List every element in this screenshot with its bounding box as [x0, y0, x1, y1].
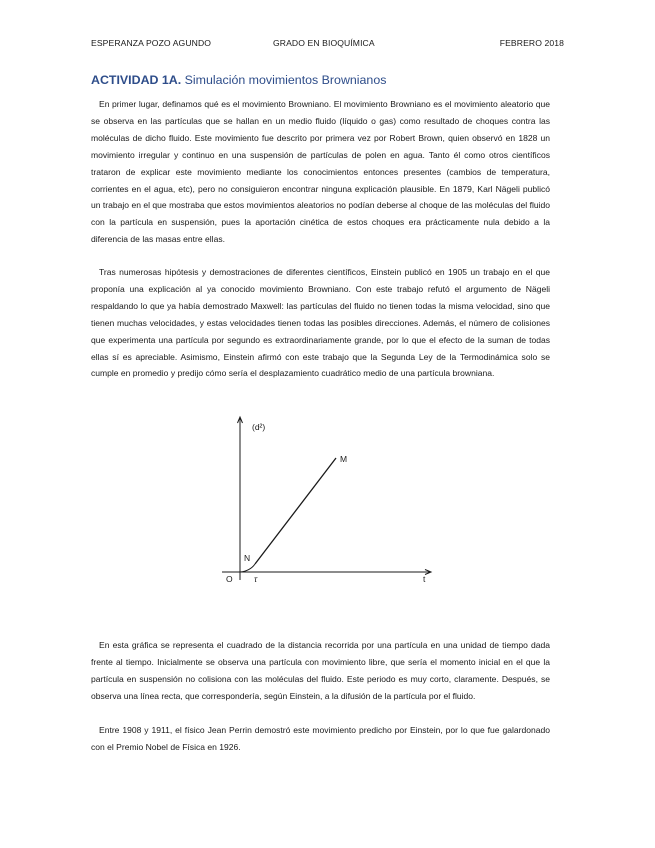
- graph-svg: [218, 412, 443, 602]
- origin-label: O: [226, 574, 233, 584]
- header-degree: GRADO EN BIOQUÍMICA: [273, 38, 375, 48]
- header-date: FEBRERO 2018: [499, 38, 564, 48]
- activity-number: ACTIVIDAD 1A.: [91, 73, 182, 87]
- paragraph-perrin: Entre 1908 y 1911, el físico Jean Perrin demostró este movimiento predicho por Einstein, por lo que fue galardonado con el Premio Nobel de Física en 1926.: [91, 725, 550, 752]
- activity-subject: Simulación movimientos Brownianos: [181, 73, 387, 87]
- displacement-graph: [218, 412, 443, 602]
- y-axis-label: (d²): [252, 422, 266, 432]
- free-motion-curve: [240, 564, 255, 572]
- page-header: [91, 38, 564, 50]
- paragraph-graph-explanation: En esta gráfica se representa el cuadrado de la distancia recorrida por una partícula en una unidad de tiempo dada frente al tiempo. Inicialmente se observa una partícula con movimiento libre, que sería el momento inicial en el que la partícula en suspensión no colisiona con las moléculas del fluido. Este periodo es muy corto, claramente. Después, se observa una línea recta, que correspondería, según Einstein, a la difusión de la partícula por el fluido.: [91, 640, 550, 701]
- tau-tick-label: τ: [254, 574, 258, 584]
- x-axis-label: t: [423, 574, 426, 584]
- paragraph-einstein: Tras numerosas hipótesis y demostraciones de diferentes científicos, Einstein publicó en 1905 un trabajo en el que proponía una explicación al ya conocido movimiento Browniano. Con este trabajo refutó el argumento de Nägeli respaldando lo que ya había demostrado Maxwell: las partículas del fluido no tienen todas la misma velocidad, sino que tienen muchas velocidades, y estas velocidades tienen todas las posibles direcciones. Además, el número de colisiones que experimenta una partícula por segundo es extraordinariamente grande, por lo que el efecto de la suman de todas ellas sí es apreciable. Asimismo, Einstein afirmó con este trabajo que la Segunda Ley de la Termodinámica solo se cumple en promedio y predijo cómo sería el desplazamiento cuadrático medio de una partícula browniana.: [91, 267, 550, 379]
- header-author: ESPERANZA POZO AGUNDO: [91, 38, 212, 48]
- diffusion-line: [255, 458, 336, 564]
- point-m-label: M: [340, 454, 348, 464]
- point-n-label: N: [244, 553, 251, 563]
- activity-title: [91, 73, 386, 87]
- paragraph-brownian-definition: En primer lugar, definamos qué es el movimiento Browniano. El movimiento Browniano es el movimiento aleatorio que se observa en las partículas que se hallan en un medio fluido (líquido o gas) como resultado de choques contra las moléculas de dicho fluido. Este movimiento fue descrito por primera vez por Robert Brown, quien observó en 1828 un movimiento irregular y continuo en una suspensión de partículas de polen en agua. Tanto él como otros científicos trataron de explicar este movimiento mediante los conocimientos entonces presentes (cambios de temperatura, corrientes en el agua, etc), pero no consiguieron encontrar ninguna explicación plausible. En 1879, Karl Nägeli publicó un trabajo en el que mostraba que estos movimientos aleatorios no podían deberse al choque de las moléculas del fluido con la partícula en suspensión, pues la aportación cinética de estos choques era prácticamente nula debido a la diferencia de las masas entre ellas.: [91, 99, 550, 245]
